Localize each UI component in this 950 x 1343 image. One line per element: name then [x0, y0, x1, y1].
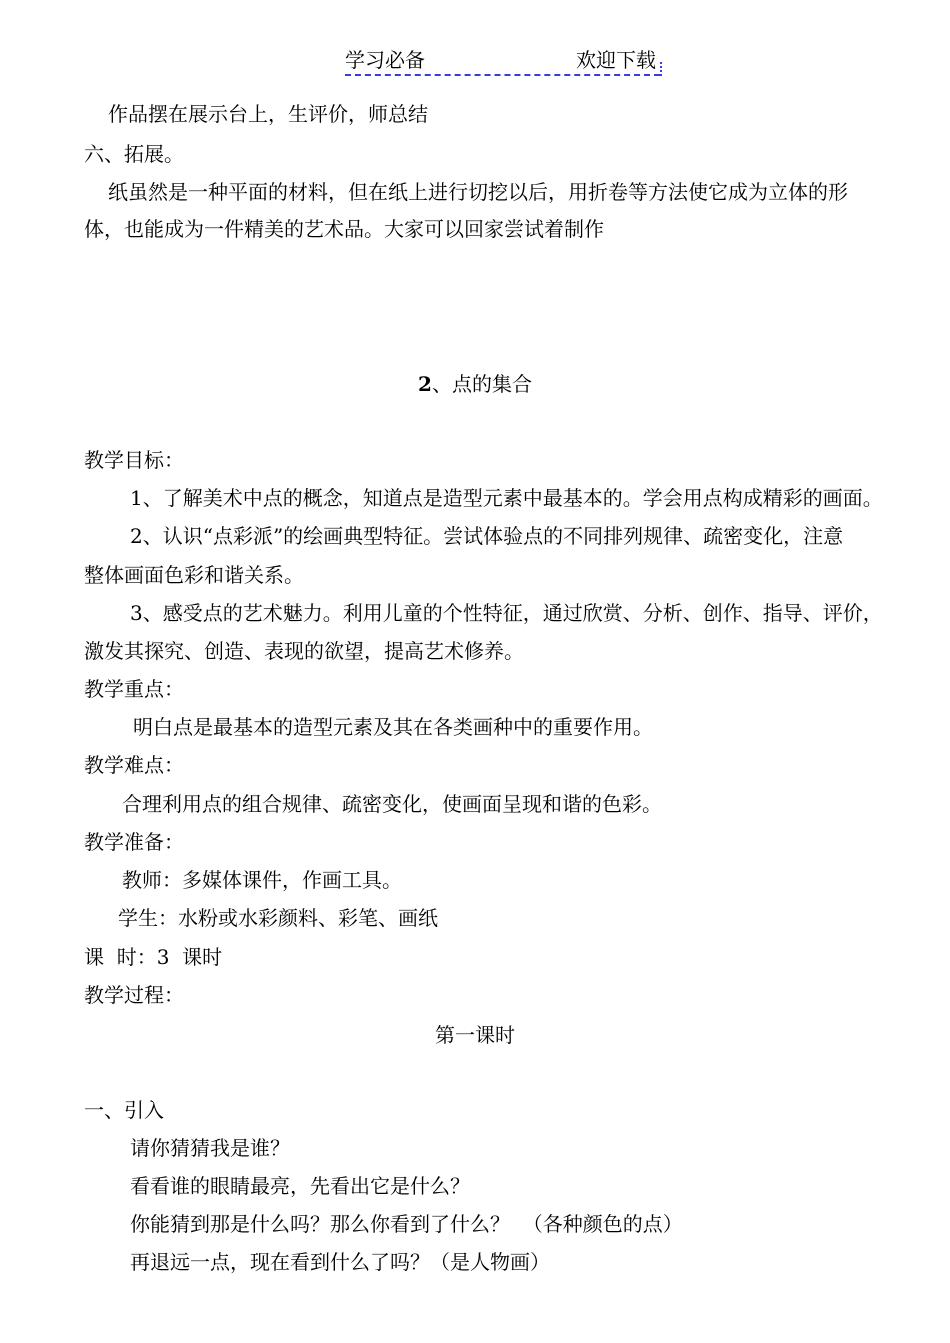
question-line: 请你猜猜我是谁？ [130, 1136, 290, 1160]
keypoint-heading: 教学重点： [84, 677, 184, 701]
lesson-title [0, 368, 950, 397]
header-underline-end [658, 62, 662, 76]
objective-line: 激发其探究、创造、表现的欲望，提高艺术修养。 [84, 639, 524, 663]
objectives-heading: 教学目标： [84, 448, 184, 472]
section-heading: 一、引入 [84, 1098, 164, 1122]
question-line: 再退远一点，现在看到什么了吗？（是人物画） [130, 1250, 550, 1274]
keypoint-text: 明白点是最基本的造型元素及其在各类画种中的重要作用。 [133, 715, 653, 739]
difficulty-heading: 教学难点： [84, 753, 184, 777]
period-title: 第一课时 [435, 1023, 515, 1047]
prep-teacher: 教师：多媒体课件，作画工具。 [122, 868, 402, 892]
difficulty-text: 合理利用点的组合规律、疏密变化，使画面呈现和谐的色彩。 [122, 792, 662, 816]
header-left-text: 学习必备 [345, 48, 425, 72]
header-right-text: 欢迎下载 [576, 48, 656, 72]
paragraph-line: 作品摆在展示台上，生评价，师总结 [108, 102, 428, 126]
objective-line: 整体画面色彩和谐关系。 [84, 563, 304, 587]
page-header [345, 44, 660, 76]
prep-heading: 教学准备： [84, 830, 184, 854]
process-heading: 教学过程： [84, 983, 184, 1007]
paragraph-line: 纸虽然是一种平面的材料，但在纸上进行切挖以后，用折卷等方法使它成为立体的形 [108, 180, 848, 204]
objective-line: 2、认识“点彩派”的绘画典型特征。尝试体验点的不同排列规律、疏密变化，注意 [130, 524, 844, 548]
class-hours: 课 时：3 课时 [84, 945, 223, 969]
section-heading: 六、拓展。 [84, 142, 184, 166]
paragraph-line: 体，也能成为一件精美的艺术品。大家可以回家尝试着制作 [84, 217, 604, 241]
lesson-title-text: 、点的集合 [431, 372, 532, 396]
objective-line: 1、了解美术中点的概念，知道点是造型元素中最基本的。学会用点构成精彩的画面。 [130, 486, 883, 510]
question-line: 你能猜到那是什么吗？那么你看到了什么？ （各种颜色的点） [130, 1212, 683, 1236]
prep-student: 学生：水粉或水彩颜料、彩笔、画纸 [118, 906, 438, 930]
lesson-title-number: 2 [418, 372, 432, 396]
question-line: 看看谁的眼睛最亮，先看出它是什么？ [130, 1174, 470, 1198]
objective-line: 3、感受点的艺术魅力。利用儿童的个性特征，通过欣赏、分析、创作、指导、评价， [130, 601, 883, 625]
